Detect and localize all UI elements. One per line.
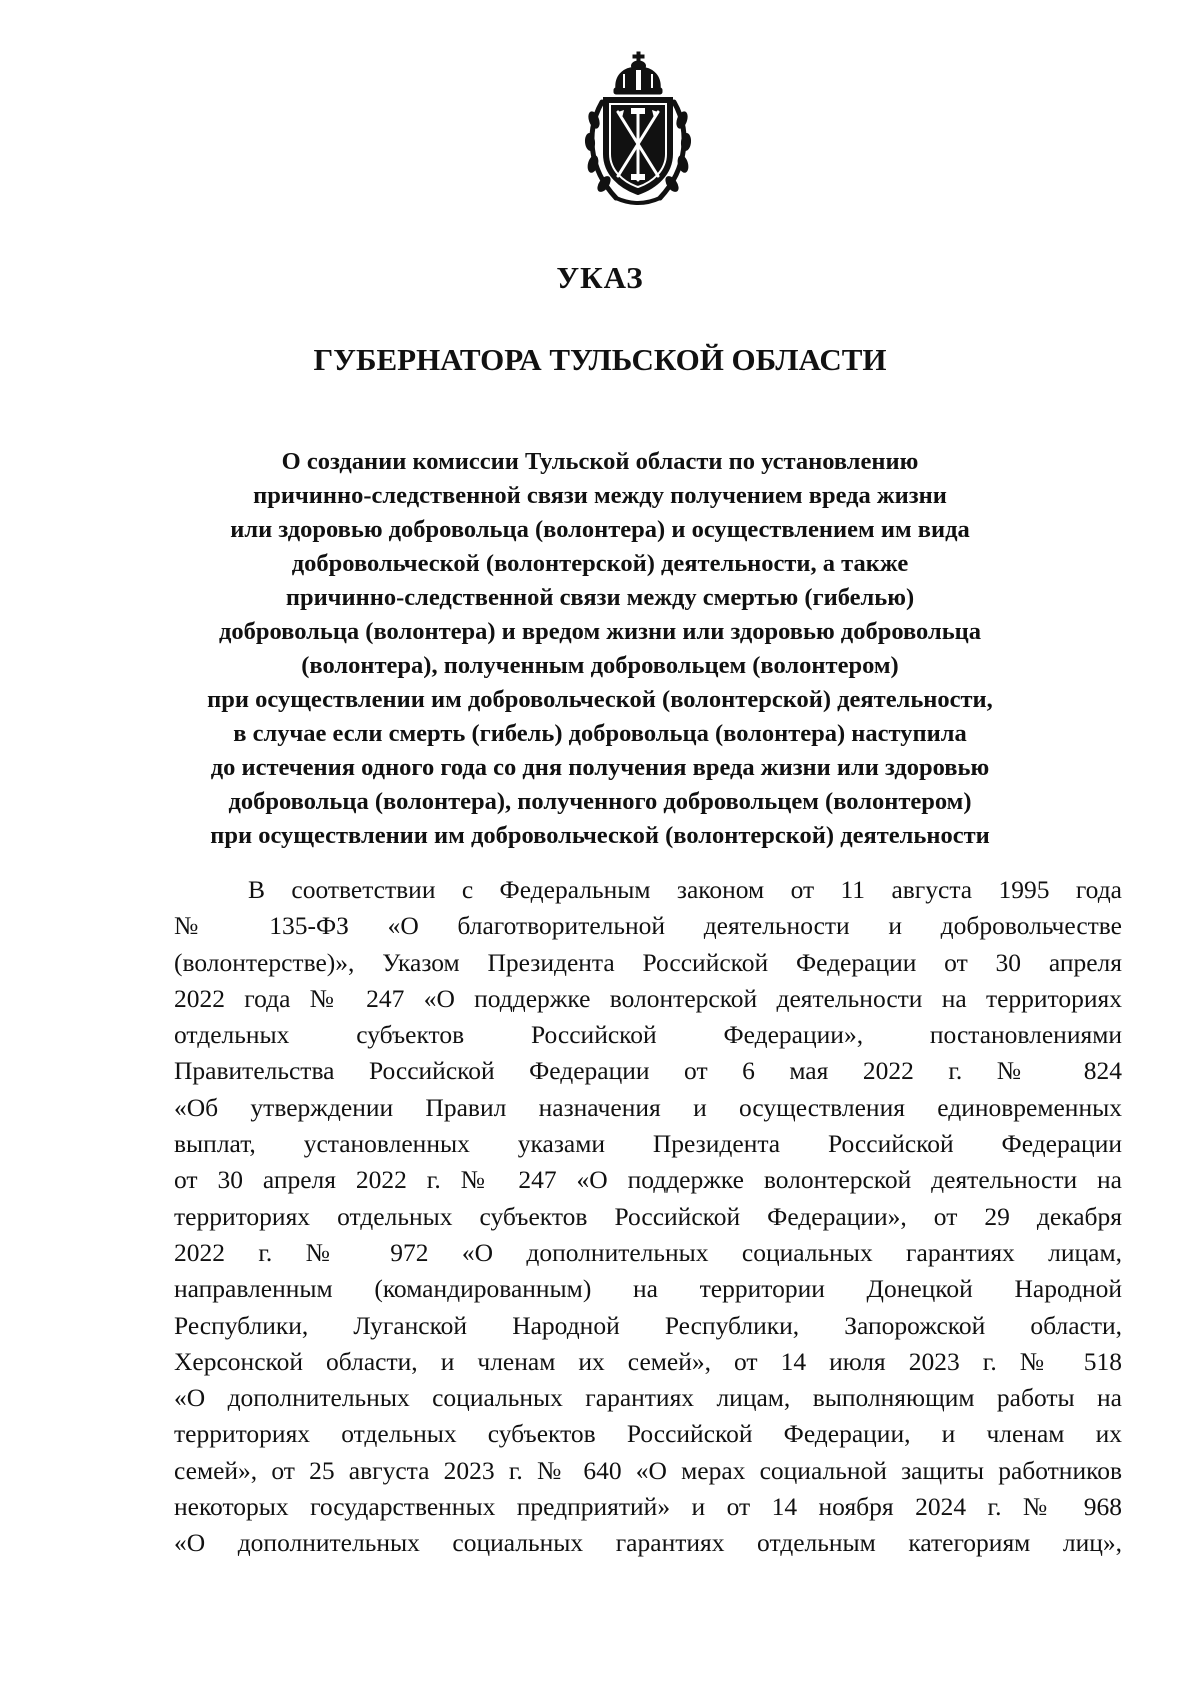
issuer-title: ГУБЕРНАТОРА ТУЛЬСКОЙ ОБЛАСТИ [313,342,887,377]
decree-heading [150,445,1050,853]
body-line: семей», от 25 августа 2023 г. № 640 «О мерах социальной защиты работников [174,1455,1122,1485]
document-type-title: УКАЗ [556,260,644,295]
body-line: направленным (командированным) на территории Донецкой Народной [174,1274,1122,1304]
body-line: некоторых государственных предприятий» и от 14 ноября 2024 г. № 968 [174,1492,1122,1522]
body-line: выплат, установленных указами Президента Российской Федерации [174,1129,1122,1159]
heading-line: в случае если смерть (гибель) добровольца (волонтера) наступила [233,720,967,747]
body-line: «О дополнительных социальных гарантиях лицам, выполняющим работы на [174,1383,1122,1413]
heading-line: добровольца (волонтера) и вредом жизни или здоровью добровольца [218,618,982,645]
heading-line: до истечения одного года со дня получения вреда жизни или здоровью [210,754,990,781]
heading-line: (волонтера), полученным добровольцем (волонтером) [301,652,899,679]
heading-line: причинно-следственной связи между получением вреда жизни [253,482,947,509]
heading-line: при осуществлении им добровольческой (волонтерской) деятельности [210,822,990,849]
body-line: 2022 года № 247 «О поддержке волонтерской деятельности на территориях [174,983,1122,1013]
body-line: Республики, Луганской Народной Республики, Запорожской области, [174,1310,1122,1340]
body-line: «Об утверждении Правил назначения и осуществления единовременных [174,1092,1122,1122]
coat-of-arms-icon [580,50,696,210]
body-line: «О дополнительных социальных гарантиях отдельным категориям лиц», [174,1528,1122,1558]
body-line: Правительства Российской Федерации от 6 мая 2022 г. № 824 [174,1056,1122,1086]
body-line: отдельных субъектов Российской Федерации», постановлениями [174,1020,1122,1050]
body-line: территориях отдельных субъектов Российской Федерации», от 29 декабря [174,1201,1122,1231]
body-line: (волонтерстве)», Указом Президента Российской Федерации от 30 апреля [174,947,1122,977]
heading-line: добровольца (волонтера), полученного добровольцем (волонтером) [228,788,972,815]
heading-line: добровольческой (волонтерской) деятельности, а также [291,550,909,577]
heading-line: причинно-следственной связи между смертью (гибелью) [285,584,915,611]
body-line: территориях отдельных субъектов Российской Федерации, и членам их [174,1419,1122,1449]
body-line: Херсонской области, и членам их семей», от 14 июля 2023 г. № 518 [174,1346,1122,1376]
heading-line: О создании комиссии Тульской области по установлению [281,448,919,475]
body-line: от 30 апреля 2022 г. № 247 «О поддержке волонтерской деятельности на [174,1165,1122,1195]
body-line: № 135-ФЗ «О благотворительной деятельности и добровольчестве [174,911,1122,941]
heading-line: или здоровью добровольца (волонтера) и осуществлением им вида [230,516,970,543]
preamble-paragraph [174,872,1122,1562]
body-line: В соответствии с Федеральным законом от 11 августа 1995 года [248,875,1122,904]
body-line: 2022 г. № 972 «О дополнительных социальных гарантиях лицам, [174,1237,1122,1267]
heading-line: при осуществлении им добровольческой (волонтерской) деятельности, [207,686,993,713]
